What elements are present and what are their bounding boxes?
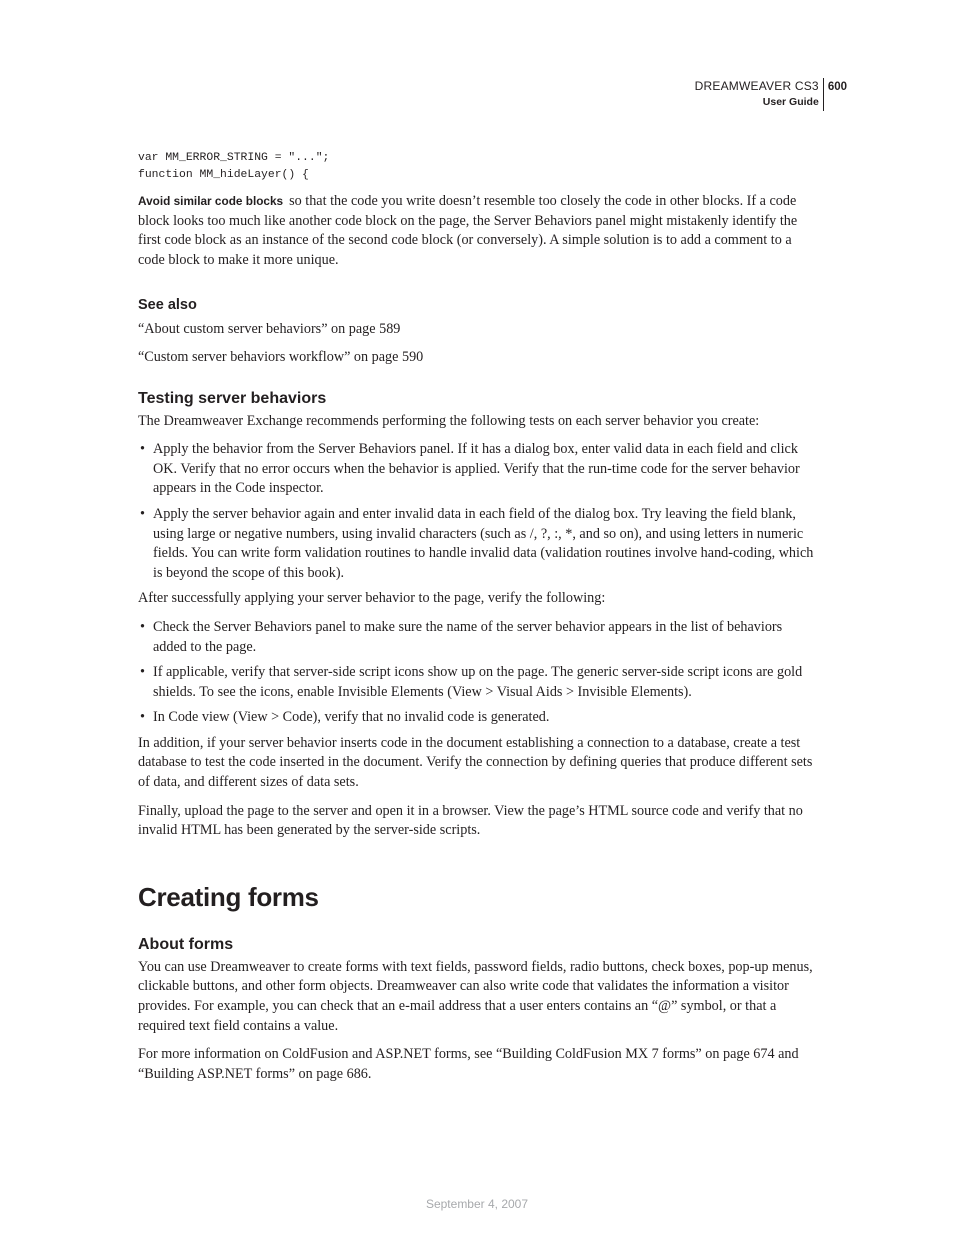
finally-paragraph: Finally, upload the page to the server and open it in a browser. View the page’s HTML source code and verify that no invalid HTML has been generated by the server-side scripts. xyxy=(138,802,803,839)
list-item-text: In Code view (View > Code), verify that no invalid code is generated. xyxy=(153,709,550,726)
avoid-paragraph xyxy=(138,192,814,270)
guide-name: User Guide xyxy=(762,96,819,108)
product-name: DREAMWEAVER CS3 xyxy=(694,79,819,93)
page-number: 600 xyxy=(827,81,847,93)
bullet-icon: • xyxy=(140,505,145,522)
list-item-text: If applicable, verify that server-side script icons show up on the page. The generic server-side script icons are gold shields. To see the icons, enable Invisible Elements (View > Visual Aids > Invisible Elements). xyxy=(153,664,803,700)
testing-intro: The Dreamweaver Exchange recommends performing the following tests on each server behavior you create: xyxy=(138,412,760,429)
more-info-paragraph: For more information on ColdFusion and ASP.NET forms, see “Building ColdFusion MX 7 forms” on page 674 and “Building ASP.NET forms” on page 686. xyxy=(138,1046,799,1082)
bullet-icon: • xyxy=(140,709,145,726)
code-sample xyxy=(138,150,814,184)
list-item-text: Apply the behavior from the Server Behaviors panel. If it has a dialog box, enter valid data in each field and click OK. Verify that no error occurs when the behavior is applied. Verify that the run-time code for the server behavior appears in the Code inspector. xyxy=(153,441,800,497)
avoid-text: so that the code you write doesn’t resemble too closely the code in other blocks. If a code block looks too much like another code block on the page, the Server Behaviors panel might mistakenly identify the first code block as an instance of the second code block (or conversely). A simple solution is to add a comment to a code block to make it more unique. xyxy=(138,193,798,268)
verify-list xyxy=(138,618,814,728)
bullet-icon: • xyxy=(140,618,145,635)
bullet-icon: • xyxy=(140,441,145,458)
about-forms-paragraph: You can use Dreamweaver to create forms with text fields, password fields, radio buttons, check boxes, pop-up menus, clickable buttons, and other form objects. Dreamweaver can also write code that validates the information a visitor provides. For example, you can check that an e-mail address that a user enters contains an “@” symbol, or that a required text field contains a value. xyxy=(138,958,813,1034)
list-item-text: Check the Server Behaviors panel to make sure the name of the server behavior appears in the list of behaviors added to the page. xyxy=(153,618,783,655)
list-item xyxy=(138,618,814,657)
header-titles xyxy=(695,78,824,111)
bullet-icon: • xyxy=(140,664,145,681)
runin-heading: Avoid similar code blocks xyxy=(138,194,284,208)
footer-date: September 4, 2007 xyxy=(425,1197,529,1211)
addition-paragraph: In addition, if your server behavior inserts code in the document establishing a connection to a database, create a test database to test the code inserted in the document. Verify the connection by defining queries that produce different sets of data, and different sizes of data sets. xyxy=(138,734,813,791)
about-forms-heading: About forms xyxy=(138,935,234,953)
after-paragraph: After successfully applying your server behavior to the page, verify the following: xyxy=(138,590,606,607)
list-item xyxy=(138,663,814,702)
main-content xyxy=(138,150,814,1093)
section-title: Creating forms xyxy=(138,881,319,912)
list-item xyxy=(138,440,814,499)
see-also-link[interactable]: “Custom server behaviors workflow” on page 590 xyxy=(138,348,424,365)
see-also-link[interactable]: “About custom server behaviors” on page 589 xyxy=(138,321,401,338)
test-list xyxy=(138,440,814,583)
list-item-text: Apply the server behavior again and enter invalid data in each field of the dialog box. Try leaving the field blank, using large or negative numbers, using invalid characters (such as /, ?, :, *, and so on), and using letters in numeric fields. You can write form validation routines to handle invalid data (validation routines involve hand-coding, which is beyond the scope of this book). xyxy=(153,505,814,581)
code-line: function MM_hideLayer() { xyxy=(138,169,309,181)
list-item xyxy=(138,708,814,728)
code-line: var MM_ERROR_STRING = "..."; xyxy=(138,152,330,164)
running-header xyxy=(695,78,847,111)
testing-heading: Testing server behaviors xyxy=(138,389,327,407)
list-item xyxy=(138,505,814,583)
see-also-heading: See also xyxy=(138,297,197,314)
